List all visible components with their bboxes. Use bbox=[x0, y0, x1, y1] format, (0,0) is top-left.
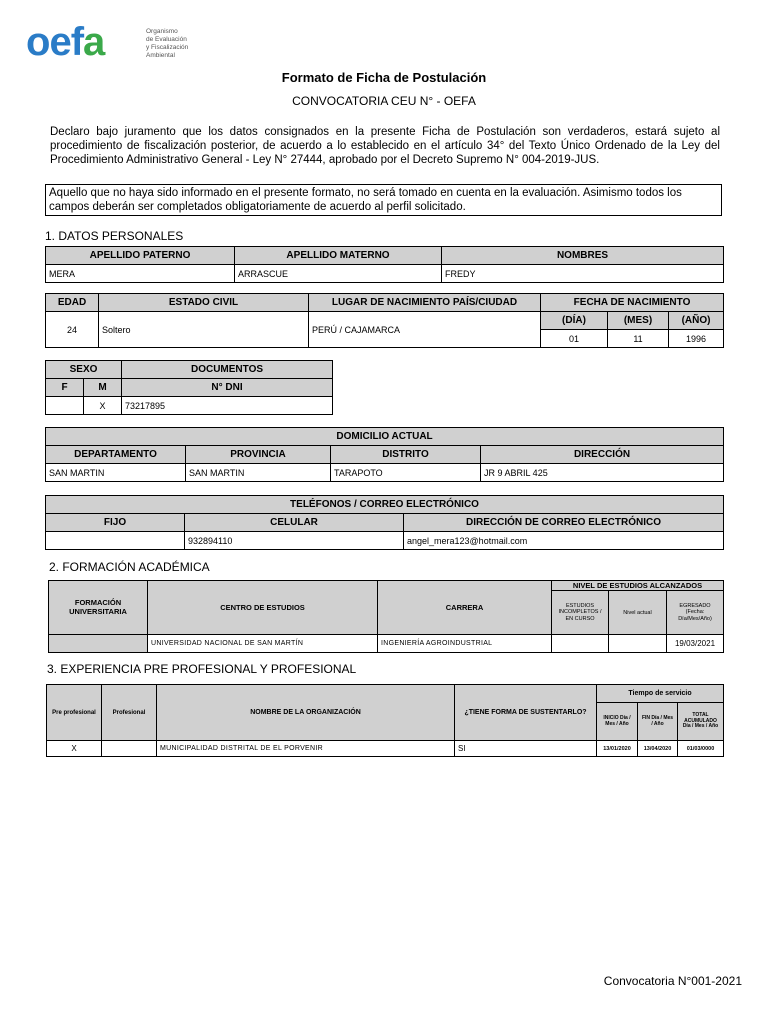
header-apellido-paterno: APELLIDO PATERNO bbox=[46, 247, 235, 265]
section-experience: 3. EXPERIENCIA PRE PROFESIONAL Y PROFESIONAL bbox=[47, 662, 357, 676]
departamento-value: SAN MARTIN bbox=[46, 464, 186, 482]
header-f: F bbox=[46, 379, 84, 397]
fijo-value bbox=[46, 532, 185, 550]
header-distrito: DISTRITO bbox=[331, 446, 481, 464]
inicio-value: 13/01/2020 bbox=[597, 741, 638, 757]
birth-table bbox=[45, 293, 724, 348]
header-fijo: FIJO bbox=[46, 514, 185, 532]
header-anio: (AÑO) bbox=[669, 312, 724, 330]
header-departamento: DEPARTAMENTO bbox=[46, 446, 186, 464]
estado-civil-value: Soltero bbox=[99, 312, 309, 348]
header-provincia: PROVINCIA bbox=[186, 446, 331, 464]
notice-box: Aquello que no haya sido informado en el presente formato, no será tomado en cuenta en la evaluación. Asimismo todos los campos deberán ser completados obligatoriamente de acuerdo al perfil solicitado. bbox=[45, 184, 722, 216]
footer-convocatoria: Convocatoria N°001-2021 bbox=[603, 974, 742, 988]
header-edad: EDAD bbox=[46, 294, 99, 312]
sexo-m-value: X bbox=[84, 397, 122, 415]
mes-value: 11 bbox=[608, 330, 669, 348]
header-carrera: CARRERA bbox=[378, 581, 552, 635]
phones-table bbox=[45, 495, 724, 550]
header-dni: N° DNI bbox=[122, 379, 333, 397]
header-apellido-materno: APELLIDO MATERNO bbox=[235, 247, 442, 265]
section-personal-data: 1. DATOS PERSONALES bbox=[45, 229, 184, 243]
direccion-value: JR 9 ABRIL 425 bbox=[481, 464, 724, 482]
header-tiempo-servicio: Tiempo de servicio bbox=[597, 685, 724, 703]
header-documentos: DOCUMENTOS bbox=[122, 361, 333, 379]
pre-profesional-value: X bbox=[47, 741, 102, 757]
header-m: M bbox=[84, 379, 122, 397]
apellido-materno-value: ARRASCUE bbox=[235, 265, 442, 283]
address-table bbox=[45, 427, 724, 482]
header-celular: CELULAR bbox=[185, 514, 404, 532]
fin-value: 13/04/2020 bbox=[638, 741, 678, 757]
nivel-actual-value bbox=[609, 635, 667, 653]
header-dia: (DÍA) bbox=[541, 312, 608, 330]
lugar-nacimiento-value: PERÚ / CAJAMARCA bbox=[309, 312, 541, 348]
header-pre-profesional: Pre profesional bbox=[47, 685, 102, 741]
logo-wordmark: oefa bbox=[26, 20, 105, 64]
header-estado-civil: ESTADO CIVIL bbox=[99, 294, 309, 312]
header-direccion: DIRECCIÓN bbox=[481, 446, 724, 464]
declaration-text: Declaro bajo juramento que los datos consignados en la presente Ficha de Postulación son verdaderos, estará sujeto al procedimiento de fiscalización posterior, de acuerdo a lo establecido en el artículo 34° del Texto Único Ordenado de la Ley del Procedimiento Administrativo General - Ley N° 27444, aprobado por el Decreto Supremo N° 004-2019-JUS. bbox=[50, 126, 720, 166]
header-profesional: Profesional bbox=[102, 685, 157, 741]
header-total: TOTAL ACUMULADO Día / Mes / Año bbox=[678, 703, 724, 741]
egresado-value: 19/03/2021 bbox=[667, 635, 724, 653]
header-correo: DIRECCIÓN DE CORREO ELECTRÓNICO bbox=[404, 514, 724, 532]
academic-table bbox=[48, 580, 724, 653]
header-formacion: FORMACIÓN UNIVERSITARIA bbox=[49, 581, 148, 635]
celular-value: 932894110 bbox=[185, 532, 404, 550]
header-fecha-nacimiento: FECHA DE NACIMIENTO bbox=[541, 294, 724, 312]
profesional-value bbox=[102, 741, 157, 757]
correo-value: angel_mera123@hotmail.com bbox=[404, 532, 724, 550]
names-table bbox=[45, 246, 724, 283]
provincia-value: SAN MARTIN bbox=[186, 464, 331, 482]
organizacion-value: MUNICIPALIDAD DISTRITAL DE EL PORVENIR bbox=[157, 741, 455, 757]
dia-value: 01 bbox=[541, 330, 608, 348]
centro-value: UNIVERSIDAD NACIONAL DE SAN MARTÍN bbox=[148, 635, 378, 653]
header-organizacion: NOMBRE DE LA ORGANIZACIÓN bbox=[157, 685, 455, 741]
header-sustentar: ¿TIENE FORMA DE SUSTENTARLO? bbox=[455, 685, 597, 741]
header-centro: CENTRO DE ESTUDIOS bbox=[148, 581, 378, 635]
anio-value: 1996 bbox=[669, 330, 724, 348]
oefa-logo bbox=[26, 20, 196, 70]
header-egresado: EGRESADO (Fecha: Día/Mes/Año) bbox=[667, 591, 724, 635]
header-lugar-nacimiento: LUGAR DE NACIMIENTO PAÍS/CIUDAD bbox=[309, 294, 541, 312]
header-nivel-actual: Nivel actual bbox=[609, 591, 667, 635]
sex-documents-table bbox=[45, 360, 333, 415]
header-sexo: SEXO bbox=[46, 361, 122, 379]
experience-table bbox=[46, 684, 724, 757]
logo-subtitle: Organismo de Evaluación y Fiscalización Ambiental bbox=[146, 28, 189, 59]
edad-value: 24 bbox=[46, 312, 99, 348]
dni-value: 73217895 bbox=[122, 397, 333, 415]
header-nombres: NOMBRES bbox=[442, 247, 724, 265]
header-domicilio: DOMICILIO ACTUAL bbox=[46, 428, 724, 446]
distrito-value: TARAPOTO bbox=[331, 464, 481, 482]
nombres-value: FREDY bbox=[442, 265, 724, 283]
section-academic: 2. FORMACIÓN ACADÉMICA bbox=[49, 560, 210, 574]
total-value: 01/03/0000 bbox=[678, 741, 724, 757]
incompletos-value bbox=[552, 635, 609, 653]
header-inicio: INICIO Día / Mes / Año bbox=[597, 703, 638, 741]
page-subtitle: CONVOCATORIA CEU N° - OEFA bbox=[292, 94, 476, 108]
header-mes: (MES) bbox=[608, 312, 669, 330]
apellido-paterno-value: MERA bbox=[46, 265, 235, 283]
header-incompletos: ESTUDIOS INCOMPLETOS / EN CURSO bbox=[552, 591, 609, 635]
header-nivel: NIVEL DE ESTUDIOS ALCANZADOS bbox=[552, 581, 724, 591]
page-title: Formato de Ficha de Postulación bbox=[281, 70, 487, 85]
sexo-f-value bbox=[46, 397, 84, 415]
sustentar-value: SI bbox=[455, 741, 597, 757]
carrera-value: INGENIERÍA AGROINDUSTRIAL bbox=[378, 635, 552, 653]
header-telefonos: TELÉFONOS / CORREO ELECTRÓNICO bbox=[46, 496, 724, 514]
formacion-filler bbox=[49, 635, 148, 653]
header-fin: FIN Día / Mes / Año bbox=[638, 703, 678, 741]
